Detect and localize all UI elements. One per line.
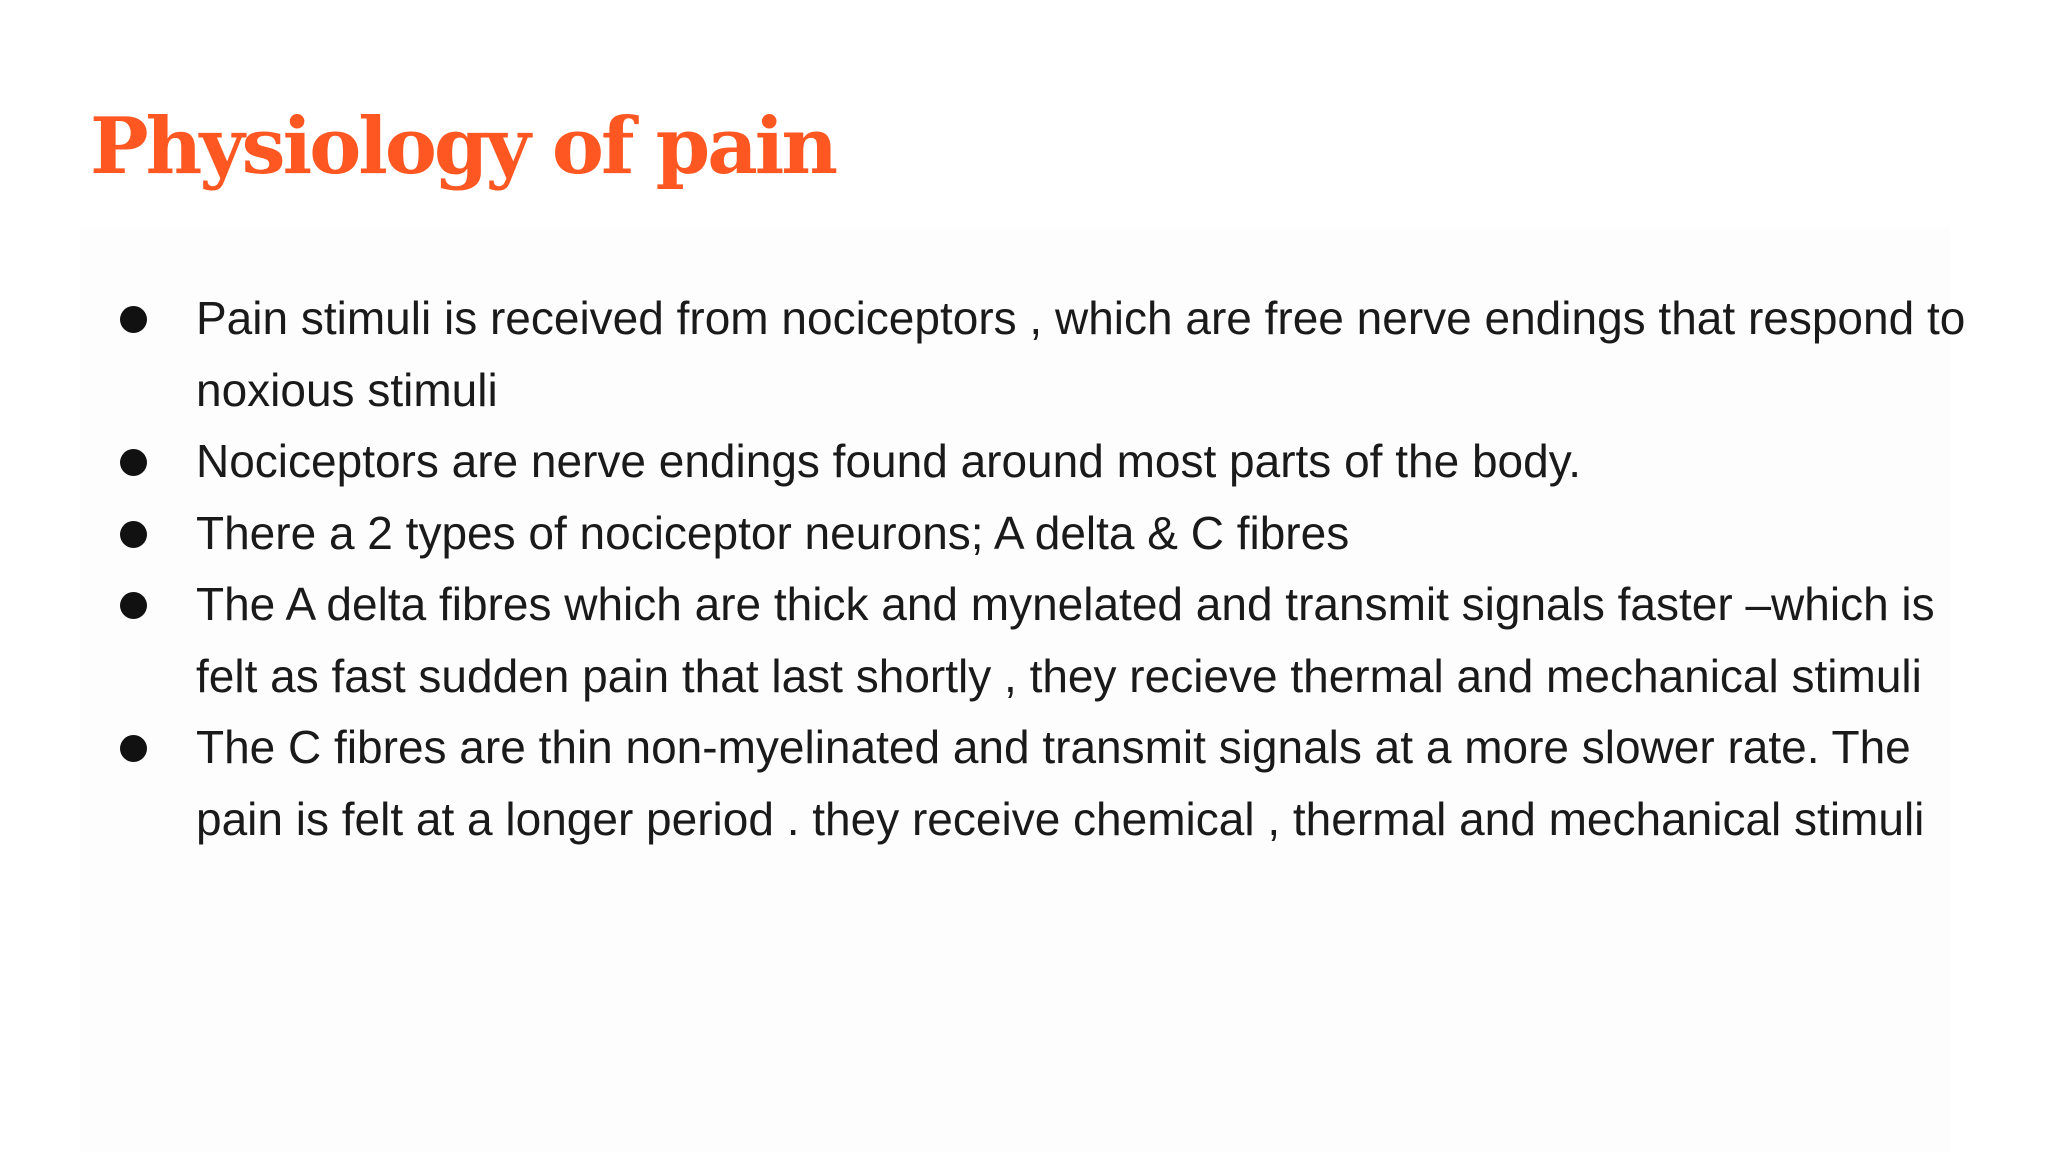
- bullet-dot-icon: [120, 449, 147, 476]
- bullet-list: [116, 283, 1976, 855]
- bullet-item: [116, 498, 1976, 570]
- bullet-text: The A delta fibres which are thick and mynelated and transmit signals faster –which is felt as fast sudden pain that last shortly , they recieve thermal and mechanical stimuli: [196, 578, 1935, 702]
- bullet-text: Nociceptors are nerve endings found around most parts of the body.: [196, 435, 1582, 487]
- bullet-item: [116, 712, 1976, 855]
- bullet-dot-icon: [120, 306, 147, 333]
- slide-title: Physiology of pain: [90, 101, 836, 192]
- bullet-dot-icon: [120, 735, 147, 762]
- bullet-dot-icon: [120, 521, 147, 548]
- bullet-item: [116, 569, 1976, 712]
- bullet-text: The C fibres are thin non-myelinated and transmit signals at a more slower rate. The pain is felt at a longer period . they receive chemical , thermal and mechanical stimuli: [196, 721, 1925, 845]
- bullet-text: Pain stimuli is received from nociceptors , which are free nerve endings that respond to noxious stimuli: [196, 292, 1966, 416]
- bullet-item: [116, 283, 1976, 426]
- bullet-text: There a 2 types of nociceptor neurons; A delta & C fibres: [196, 506, 1350, 559]
- bullet-dot-icon: [120, 592, 147, 619]
- bullet-item: [116, 426, 1976, 498]
